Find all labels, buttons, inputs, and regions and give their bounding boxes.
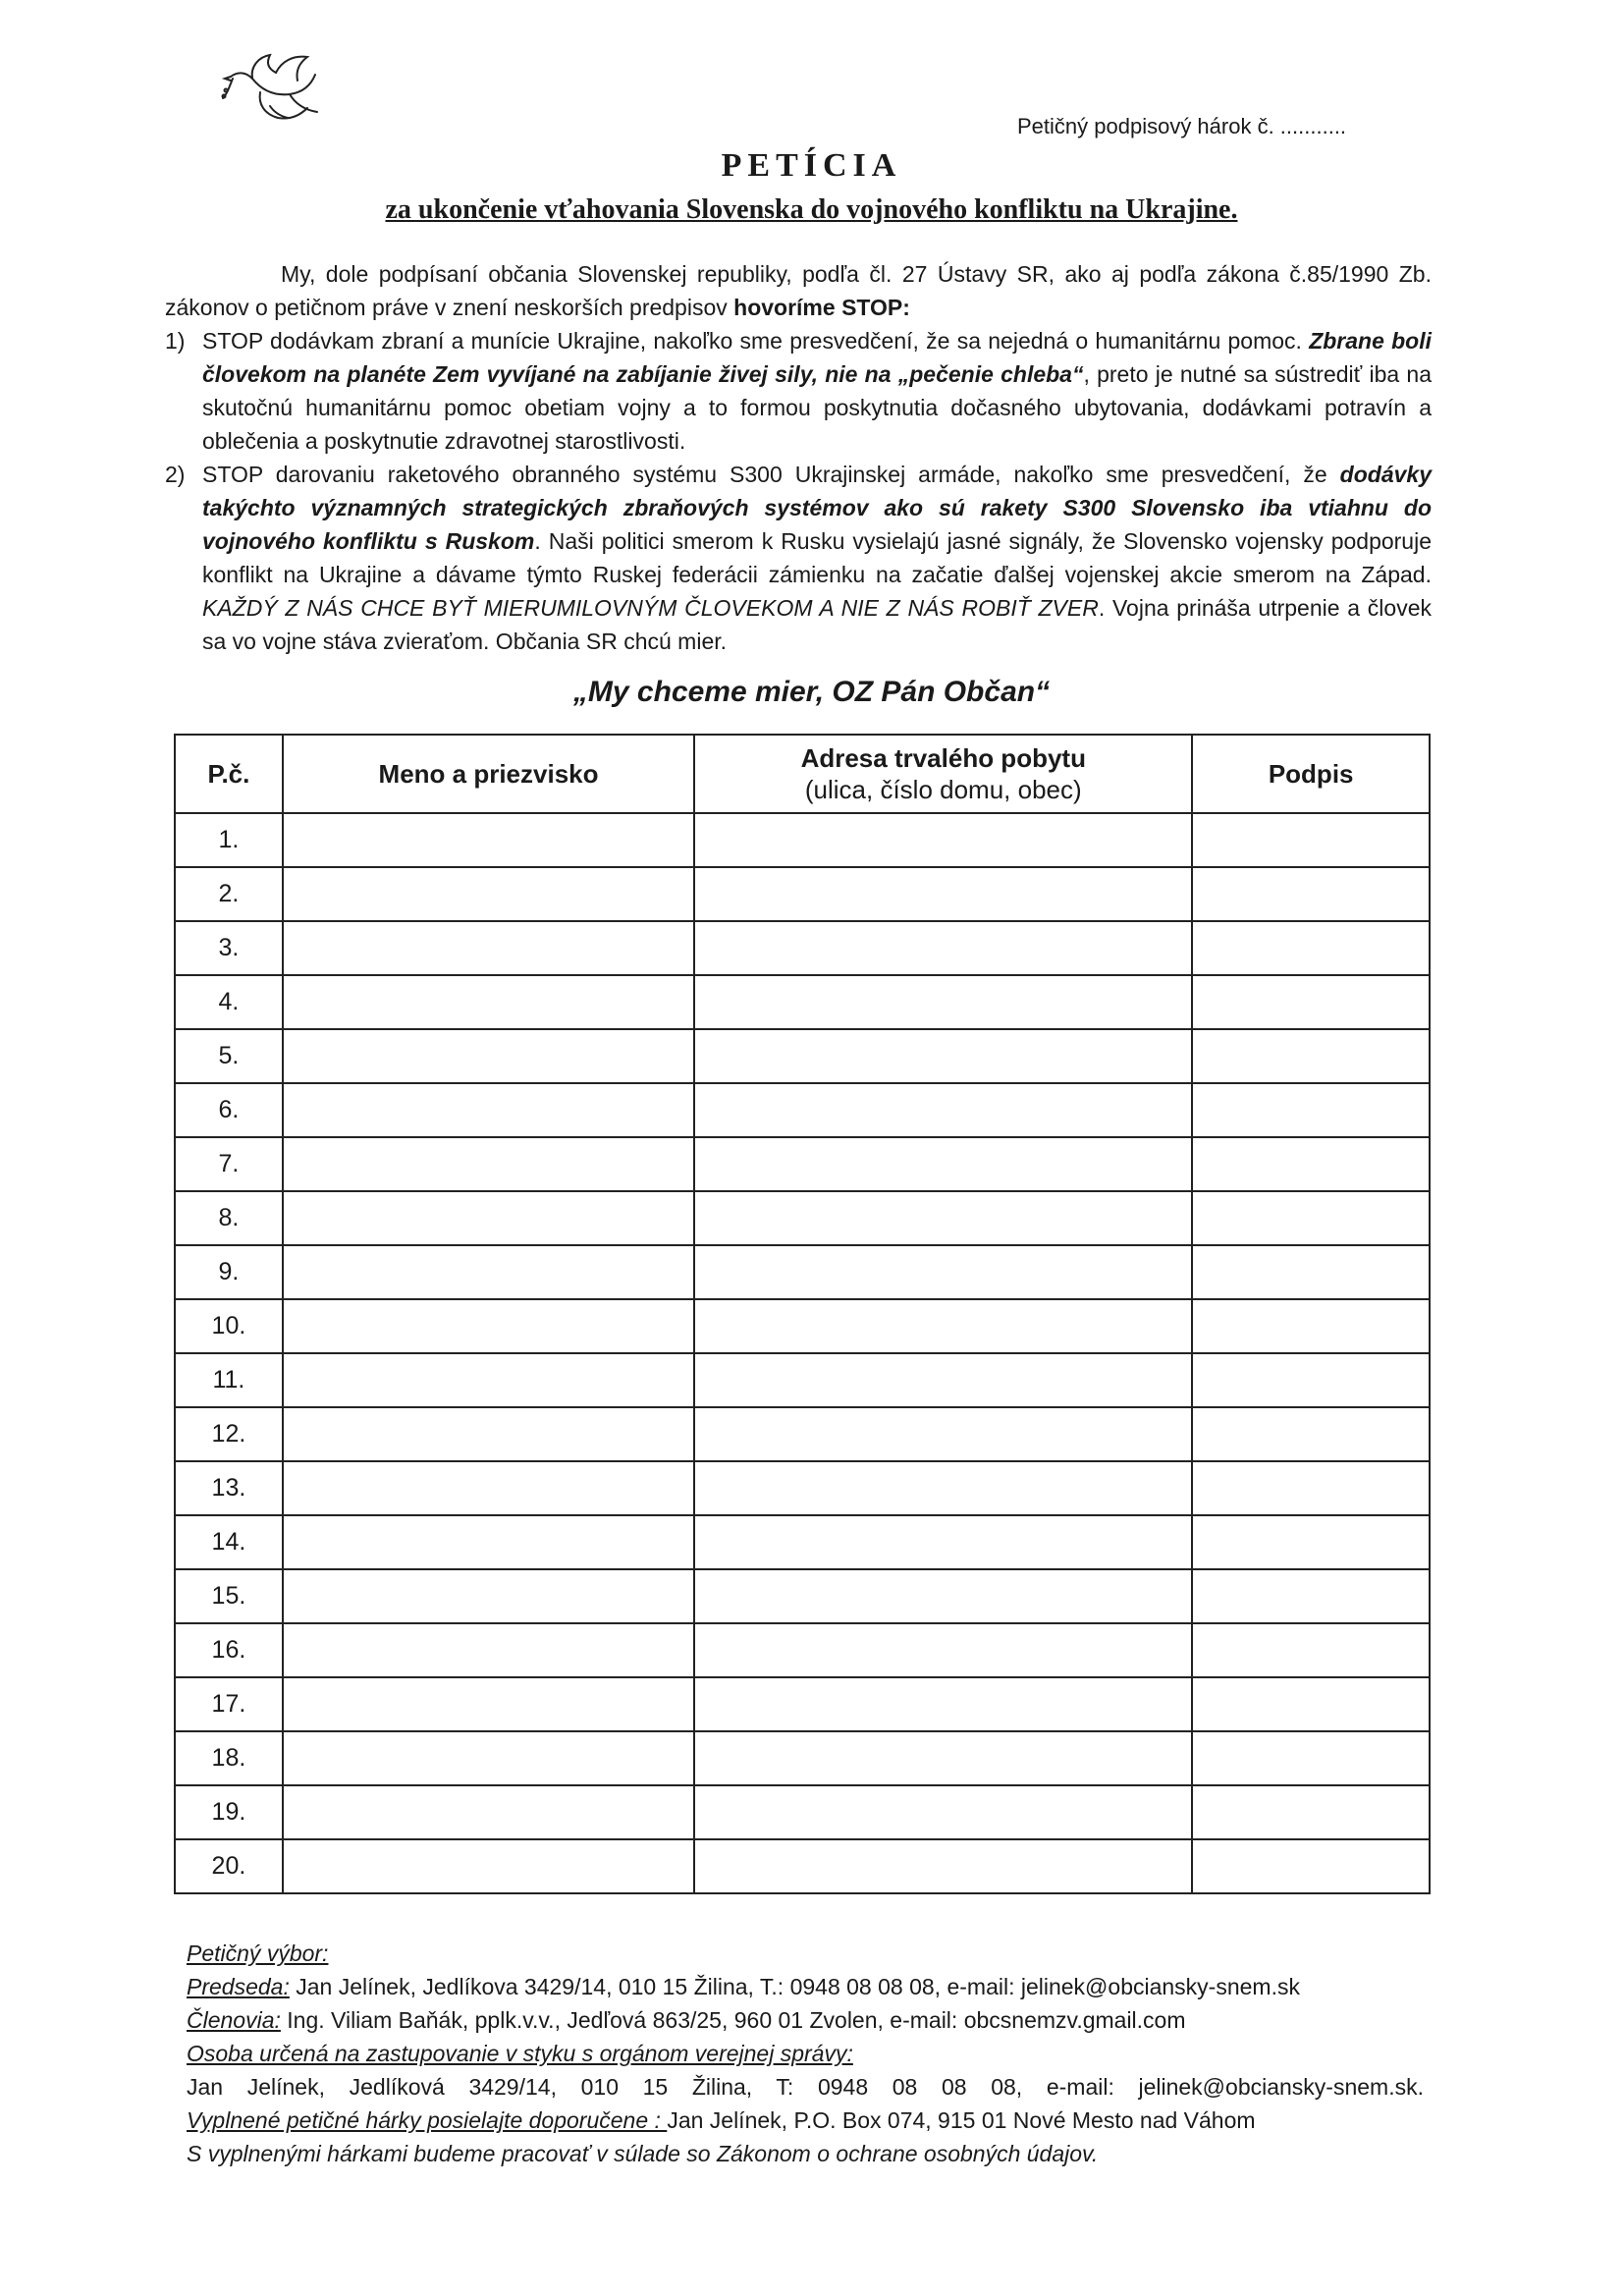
row-number: 10. <box>175 1299 283 1353</box>
table-row <box>175 1461 1430 1515</box>
intro-text: My, dole podpísaní občania Slovenskej republiky, podľa čl. 27 Ústavy SR, ako aj podľa zákona č.85/1990 Zb. zákonov o petičnom práve v znení neskorších predpisov <box>165 261 1432 320</box>
col-header-number: P.č. <box>175 735 283 813</box>
table-row <box>175 1515 1430 1569</box>
table-row <box>175 1353 1430 1407</box>
row-number: 5. <box>175 1029 283 1083</box>
table-row <box>175 813 1430 867</box>
row-number: 18. <box>175 1731 283 1785</box>
signature-cell[interactable] <box>1192 1839 1430 1893</box>
address-header-label: Adresa trvalého pobytu <box>800 743 1086 773</box>
signature-cell[interactable] <box>1192 1083 1430 1137</box>
address-cell[interactable] <box>694 1191 1192 1245</box>
representative-text: Jan Jelínek, Jedlíková 3429/14, 010 15 Žilina, T: 0948 08 08 08, e-mail: jelinek@obciansky-snem.sk. <box>187 2074 1424 2100</box>
signature-cell[interactable] <box>1192 1731 1430 1785</box>
address-cell[interactable] <box>694 1839 1192 1893</box>
signature-cell[interactable] <box>1192 1407 1430 1461</box>
row-number: 19. <box>175 1785 283 1839</box>
row-number: 8. <box>175 1191 283 1245</box>
row-number: 11. <box>175 1353 283 1407</box>
address-cell[interactable] <box>694 813 1192 867</box>
address-cell[interactable] <box>694 921 1192 975</box>
signature-cell[interactable] <box>1192 1515 1430 1569</box>
name-cell[interactable] <box>283 1029 694 1083</box>
name-cell[interactable] <box>283 813 694 867</box>
row-number: 4. <box>175 975 283 1029</box>
members-label: Členovia: <box>187 2007 281 2033</box>
table-row <box>175 1407 1430 1461</box>
address-header-sub: (ulica, číslo domu, obec) <box>804 775 1082 804</box>
table-row <box>175 1623 1430 1677</box>
address-cell[interactable] <box>694 1029 1192 1083</box>
name-cell[interactable] <box>283 1731 694 1785</box>
signature-table <box>174 734 1431 1894</box>
item-1-text-b: , preto je nutné sa sústrediť iba na skutočnú humanitárnu pomoc obetiam vojny a to formou poskytnutia dočasného ubytovania, dodávkami potravín a oblečenia a poskytnutie zdravotnej starostlivosti. <box>202 361 1432 454</box>
row-number: 13. <box>175 1461 283 1515</box>
table-row <box>175 1191 1430 1245</box>
table-row <box>175 1299 1430 1353</box>
row-number: 6. <box>175 1083 283 1137</box>
signature-cell[interactable] <box>1192 1137 1430 1191</box>
row-number: 1. <box>175 813 283 867</box>
item-2-text-a: STOP darovaniu raketového obranného systému S300 Ukrajinskej armáde, nakoľko sme presvedčení, že <box>202 462 1340 487</box>
row-number: 2. <box>175 867 283 921</box>
address-cell[interactable] <box>694 1461 1192 1515</box>
row-number: 14. <box>175 1515 283 1569</box>
item-text <box>202 458 1432 658</box>
address-cell[interactable] <box>694 1137 1192 1191</box>
table-row <box>175 867 1430 921</box>
intro-emphasis: hovoríme STOP: <box>733 295 910 320</box>
privacy-note: S vyplnenými hárkami budeme pracovať v súlade so Zákonom o ochrane osobných údajov. <box>187 2141 1099 2166</box>
address-cell[interactable] <box>694 1785 1192 1839</box>
demand-item-2 <box>165 458 1432 658</box>
members-text: Ing. Viliam Baňák, pplk.v.v., Jedľová 863/25, 960 01 Zvolen, e-mail: obcsnemzv.gmail.com <box>280 2007 1186 2033</box>
row-number: 17. <box>175 1677 283 1731</box>
address-cell[interactable] <box>694 1677 1192 1731</box>
name-cell[interactable] <box>283 1515 694 1569</box>
sheet-number: Petičný podpisový hárok č. ........... <box>1017 114 1347 138</box>
item-1-emphasis: Zbrane boli človekom na planéte Zem vyvíjané na zabíjanie živej sily, nie na „pečenie chleba“ <box>202 328 1432 387</box>
address-cell[interactable] <box>694 867 1192 921</box>
committee-label: Petičný výbor: <box>187 1941 329 1966</box>
address-cell[interactable] <box>694 1299 1192 1353</box>
item-2-italic: KAŽDÝ Z NÁS CHCE BYŤ MIERUMILOVNÝM ČLOVEKOM A NIE Z NÁS ROBIŤ ZVER <box>202 595 1099 621</box>
demand-item-1 <box>165 324 1432 458</box>
row-number: 12. <box>175 1407 283 1461</box>
table-row <box>175 1677 1430 1731</box>
signature-cell[interactable] <box>1192 1353 1430 1407</box>
row-number: 7. <box>175 1137 283 1191</box>
chair-text: Jan Jelínek, Jedlíkova 3429/14, 010 15 Žilina, T.: 0948 08 08 08, e-mail: jelinek@obciansky-snem.sk <box>289 1974 1300 1999</box>
name-cell[interactable] <box>283 975 694 1029</box>
row-number: 16. <box>175 1623 283 1677</box>
row-number: 15. <box>175 1569 283 1623</box>
name-cell[interactable] <box>283 1137 694 1191</box>
signature-cell[interactable] <box>1192 1785 1430 1839</box>
name-cell[interactable] <box>283 1623 694 1677</box>
signature-cell[interactable] <box>1192 1569 1430 1623</box>
row-number: 3. <box>175 921 283 975</box>
send-label: Vyplnené petičné hárky posielajte doporučene : <box>187 2107 668 2133</box>
name-cell[interactable] <box>283 1785 694 1839</box>
table-row <box>175 1731 1430 1785</box>
address-cell[interactable] <box>694 1515 1192 1569</box>
item-1-text-a: STOP dodávkam zbraní a munície Ukrajine, nakoľko sme presvedčení, že sa nejedná o humanitárnu pomoc. <box>202 328 1310 354</box>
item-2-text-b: . Naši politici smerom k Rusku vysielajú jasné signály, že Slovensko vojensky podporuje konflikt na Ukrajine a dávame týmto Ruskej federácii zámienku na začatie ďalšej vojenskej akcie smerom na Západ. <box>202 528 1433 587</box>
item-2-text-c: . Vojna prináša utrpenie a človek sa vo vojne stáva zvieraťom. Občania SR chcú mier. <box>202 595 1433 654</box>
item-2-emphasis: dodávky takýchto významných strategických zbraňových systémov ako sú rakety S300 Slovensko iba vtiahnu do vojnového konfliktu s Ruskom <box>202 462 1432 554</box>
petition-committee <box>187 1937 1424 2170</box>
petition-body <box>165 257 1432 658</box>
address-cell[interactable] <box>694 1569 1192 1623</box>
signature-cell[interactable] <box>1192 975 1430 1029</box>
signature-cell[interactable] <box>1192 1029 1430 1083</box>
name-cell[interactable] <box>283 921 694 975</box>
dove-logo-icon <box>221 49 329 128</box>
name-cell[interactable] <box>283 1677 694 1731</box>
name-cell[interactable] <box>283 1461 694 1515</box>
name-cell[interactable] <box>283 1407 694 1461</box>
table-row <box>175 1839 1430 1893</box>
address-cell[interactable] <box>694 975 1192 1029</box>
signature-cell[interactable] <box>1192 921 1430 975</box>
table-row <box>175 1029 1430 1083</box>
signature-cell[interactable] <box>1192 1623 1430 1677</box>
address-cell[interactable] <box>694 1623 1192 1677</box>
signature-cell[interactable] <box>1192 867 1430 921</box>
table-row <box>175 1785 1430 1839</box>
intro-paragraph <box>165 257 1432 324</box>
item-number: 1) <box>165 328 186 354</box>
page-title: PETÍCIA <box>721 147 902 184</box>
signature-cell[interactable] <box>1192 1191 1430 1245</box>
address-cell[interactable] <box>694 1245 1192 1299</box>
page-subtitle: za ukončenie vťahovania Slovenska do vojnového konfliktu na Ukrajine. <box>385 194 1238 225</box>
name-cell[interactable] <box>283 867 694 921</box>
address-cell[interactable] <box>694 1731 1192 1785</box>
name-cell[interactable] <box>283 1353 694 1407</box>
row-number: 9. <box>175 1245 283 1299</box>
chair-label: Predseda: <box>187 1974 290 1999</box>
name-cell[interactable] <box>283 1569 694 1623</box>
name-cell[interactable] <box>283 1839 694 1893</box>
item-text <box>202 324 1432 458</box>
signature-cell[interactable] <box>1192 1461 1430 1515</box>
name-cell[interactable] <box>283 1299 694 1353</box>
col-header-address <box>694 735 1192 813</box>
address-cell[interactable] <box>694 1353 1192 1407</box>
slogan: „My chceme mier, OZ Pán Občan“ <box>572 676 1051 708</box>
signature-cell[interactable] <box>1192 1677 1430 1731</box>
address-cell[interactable] <box>694 1083 1192 1137</box>
name-cell[interactable] <box>283 1083 694 1137</box>
table-header-row <box>175 735 1430 813</box>
name-cell[interactable] <box>283 1245 694 1299</box>
signature-cell[interactable] <box>1192 1245 1430 1299</box>
table-row <box>175 1137 1430 1191</box>
row-number: 20. <box>175 1839 283 1893</box>
representative-label: Osoba určená na zastupovanie v styku s orgánom verejnej správy: <box>187 2041 853 2066</box>
name-cell[interactable] <box>283 1191 694 1245</box>
table-row <box>175 975 1430 1029</box>
table-row <box>175 1569 1430 1623</box>
address-cell[interactable] <box>694 1407 1192 1461</box>
signature-cell[interactable] <box>1192 1299 1430 1353</box>
table-row <box>175 921 1430 975</box>
table-row <box>175 1245 1430 1299</box>
item-number: 2) <box>165 462 186 487</box>
send-address: Jan Jelínek, P.O. Box 074, 915 01 Nové Mesto nad Váhom <box>667 2107 1256 2133</box>
col-header-name: Meno a priezvisko <box>283 735 694 813</box>
table-row <box>175 1083 1430 1137</box>
signature-cell[interactable] <box>1192 813 1430 867</box>
col-header-signature: Podpis <box>1192 735 1430 813</box>
